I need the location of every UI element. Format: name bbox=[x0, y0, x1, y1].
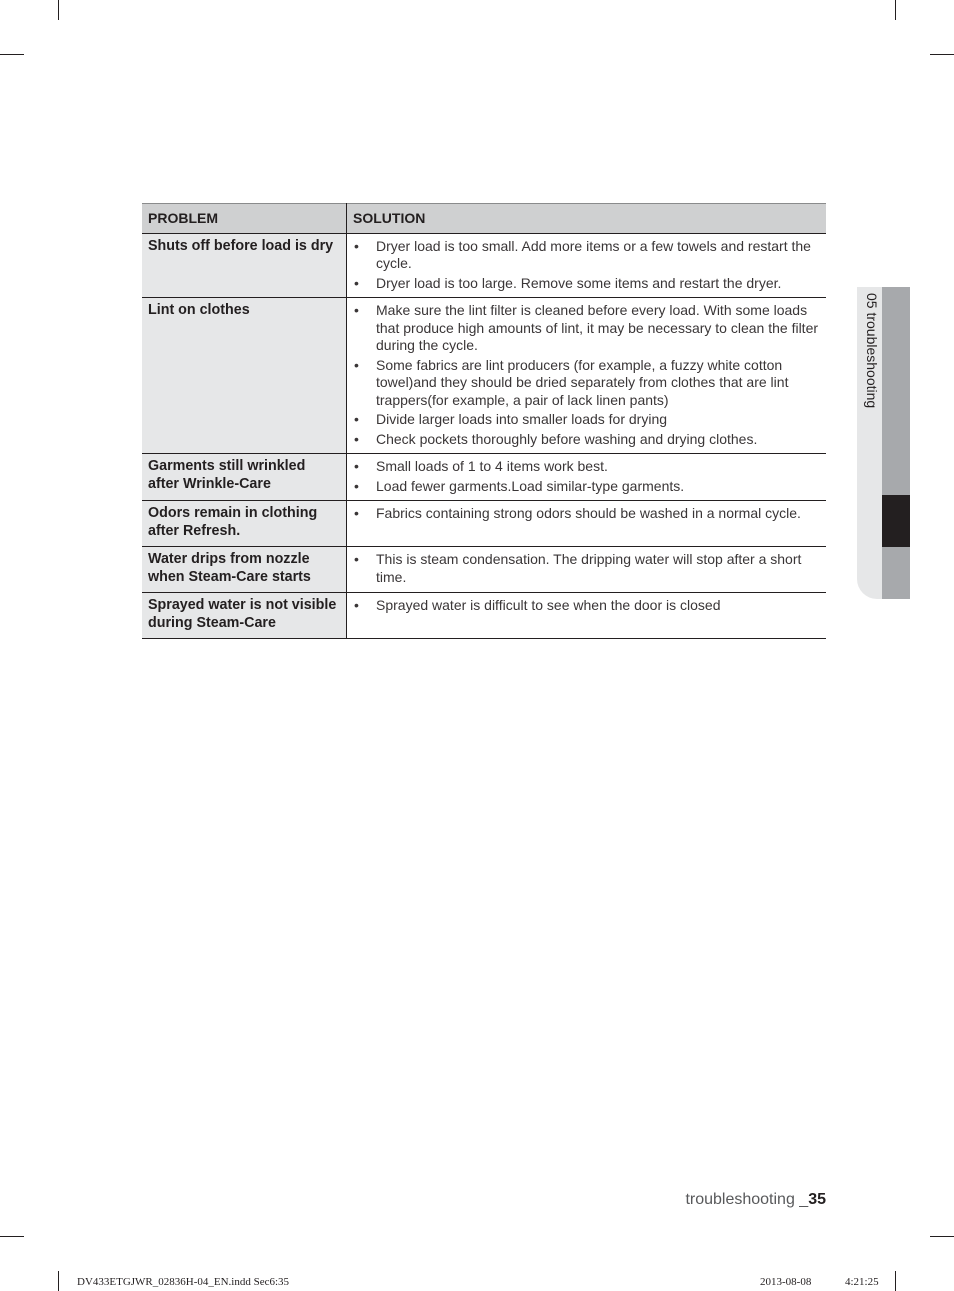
solution-text: This is steam condensation. The dripping water will stop after a short time. bbox=[376, 551, 802, 585]
crop-mark bbox=[895, 1271, 896, 1291]
problem-cell: Sprayed water is not visible during Steam-Care bbox=[142, 593, 347, 639]
imprint-date: 2013-08-08 bbox=[760, 1276, 812, 1288]
bullet-icon: • bbox=[354, 411, 359, 427]
table-row bbox=[142, 547, 826, 593]
solution-text: Some fabrics are lint producers (for example, a fuzzy white cotton towel)and they should be dried separately from clothes that are lint trappers(for example, a pair of lack linen pants) bbox=[376, 356, 789, 408]
solution-list bbox=[353, 458, 820, 495]
solution-item bbox=[353, 458, 820, 476]
bullet-icon: • bbox=[354, 237, 359, 254]
page-footer bbox=[685, 1191, 826, 1209]
bullet-icon: • bbox=[354, 302, 359, 318]
solution-text: Sprayed water is difficult to see when the door is closed bbox=[376, 597, 721, 613]
problem-cell: Lint on clothes bbox=[142, 298, 347, 454]
table-header-row bbox=[142, 204, 826, 234]
crop-mark bbox=[0, 54, 24, 55]
solution-item bbox=[353, 505, 820, 523]
crop-mark bbox=[58, 1271, 59, 1291]
solution-item bbox=[353, 411, 820, 429]
solution-text: Divide larger loads into smaller loads for drying bbox=[376, 411, 668, 427]
solution-item bbox=[353, 357, 820, 410]
problem-cell: Shuts off before load is dry bbox=[142, 233, 347, 298]
bullet-icon: • bbox=[354, 505, 359, 521]
solution-item bbox=[353, 431, 820, 449]
solution-item bbox=[353, 551, 820, 586]
problem-cell: Odors remain in clothing after Refresh. bbox=[142, 501, 347, 547]
problem-cell: Garments still wrinkled after Wrinkle-Care bbox=[142, 454, 347, 501]
solution-text: Small loads of 1 to 4 items work best. bbox=[376, 458, 608, 474]
solution-cell bbox=[347, 454, 827, 501]
solution-cell bbox=[347, 547, 827, 593]
table-row bbox=[142, 298, 826, 454]
bullet-icon: • bbox=[354, 356, 359, 373]
page-number: 35 bbox=[808, 1191, 826, 1208]
solution-list bbox=[353, 505, 820, 523]
side-tab-stripe bbox=[882, 287, 910, 599]
header-problem: PROBLEM bbox=[142, 204, 347, 234]
solution-cell bbox=[347, 501, 827, 547]
side-tab-label: 05 troubleshooting bbox=[864, 293, 880, 409]
solution-list bbox=[353, 597, 820, 615]
crop-mark bbox=[58, 0, 59, 20]
solution-text: Check pockets thoroughly before washing and drying clothes. bbox=[376, 430, 758, 447]
bullet-icon: • bbox=[354, 477, 359, 494]
solution-text: Dryer load is too large. Remove some items and restart the dryer. bbox=[376, 274, 782, 291]
solution-item bbox=[353, 478, 820, 496]
solution-text: Dryer load is too small. Add more items or a few towels and restart the cycle. bbox=[376, 237, 811, 271]
bullet-icon: • bbox=[354, 597, 359, 613]
bullet-icon: • bbox=[354, 551, 359, 567]
solution-item bbox=[353, 238, 820, 273]
solution-item bbox=[353, 302, 820, 355]
imprint-file: DV433ETGJWR_02836H-04_EN.indd Sec6:35 bbox=[77, 1276, 290, 1288]
bullet-icon: • bbox=[354, 430, 359, 447]
table-body bbox=[142, 233, 826, 639]
table-row bbox=[142, 501, 826, 547]
table-row bbox=[142, 593, 826, 639]
imprint-time: 4:21:25 bbox=[845, 1276, 879, 1288]
bullet-icon: • bbox=[354, 458, 359, 474]
troubleshooting-table bbox=[142, 203, 826, 639]
crop-mark bbox=[930, 54, 954, 55]
solution-list bbox=[353, 551, 820, 586]
solution-cell bbox=[347, 298, 827, 454]
solution-cell bbox=[347, 593, 827, 639]
solution-cell bbox=[347, 233, 827, 298]
solution-item bbox=[353, 597, 820, 615]
header-solution: SOLUTION bbox=[347, 204, 827, 234]
footer-section: troubleshooting _ bbox=[685, 1191, 809, 1208]
problem-cell: Water drips from nozzle when Steam-Care starts bbox=[142, 547, 347, 593]
solution-item bbox=[353, 275, 820, 293]
crop-mark bbox=[0, 1236, 24, 1237]
solution-text: Make sure the lint filter is cleaned before every load. With some loads that produce high amounts of lint, it may be necessary to clean the filter during the cycle. bbox=[376, 302, 819, 353]
table-row bbox=[142, 454, 826, 501]
solution-text: Load fewer garments.Load similar-type garments. bbox=[376, 477, 685, 494]
side-tab-marker bbox=[882, 495, 910, 547]
crop-mark bbox=[930, 1236, 954, 1237]
bullet-icon: • bbox=[354, 274, 359, 291]
crop-mark bbox=[895, 0, 896, 20]
solution-text: Fabrics containing strong odors should be washed in a normal cycle. bbox=[376, 505, 801, 521]
solution-list bbox=[353, 302, 820, 448]
table-row bbox=[142, 233, 826, 298]
solution-list bbox=[353, 238, 820, 293]
